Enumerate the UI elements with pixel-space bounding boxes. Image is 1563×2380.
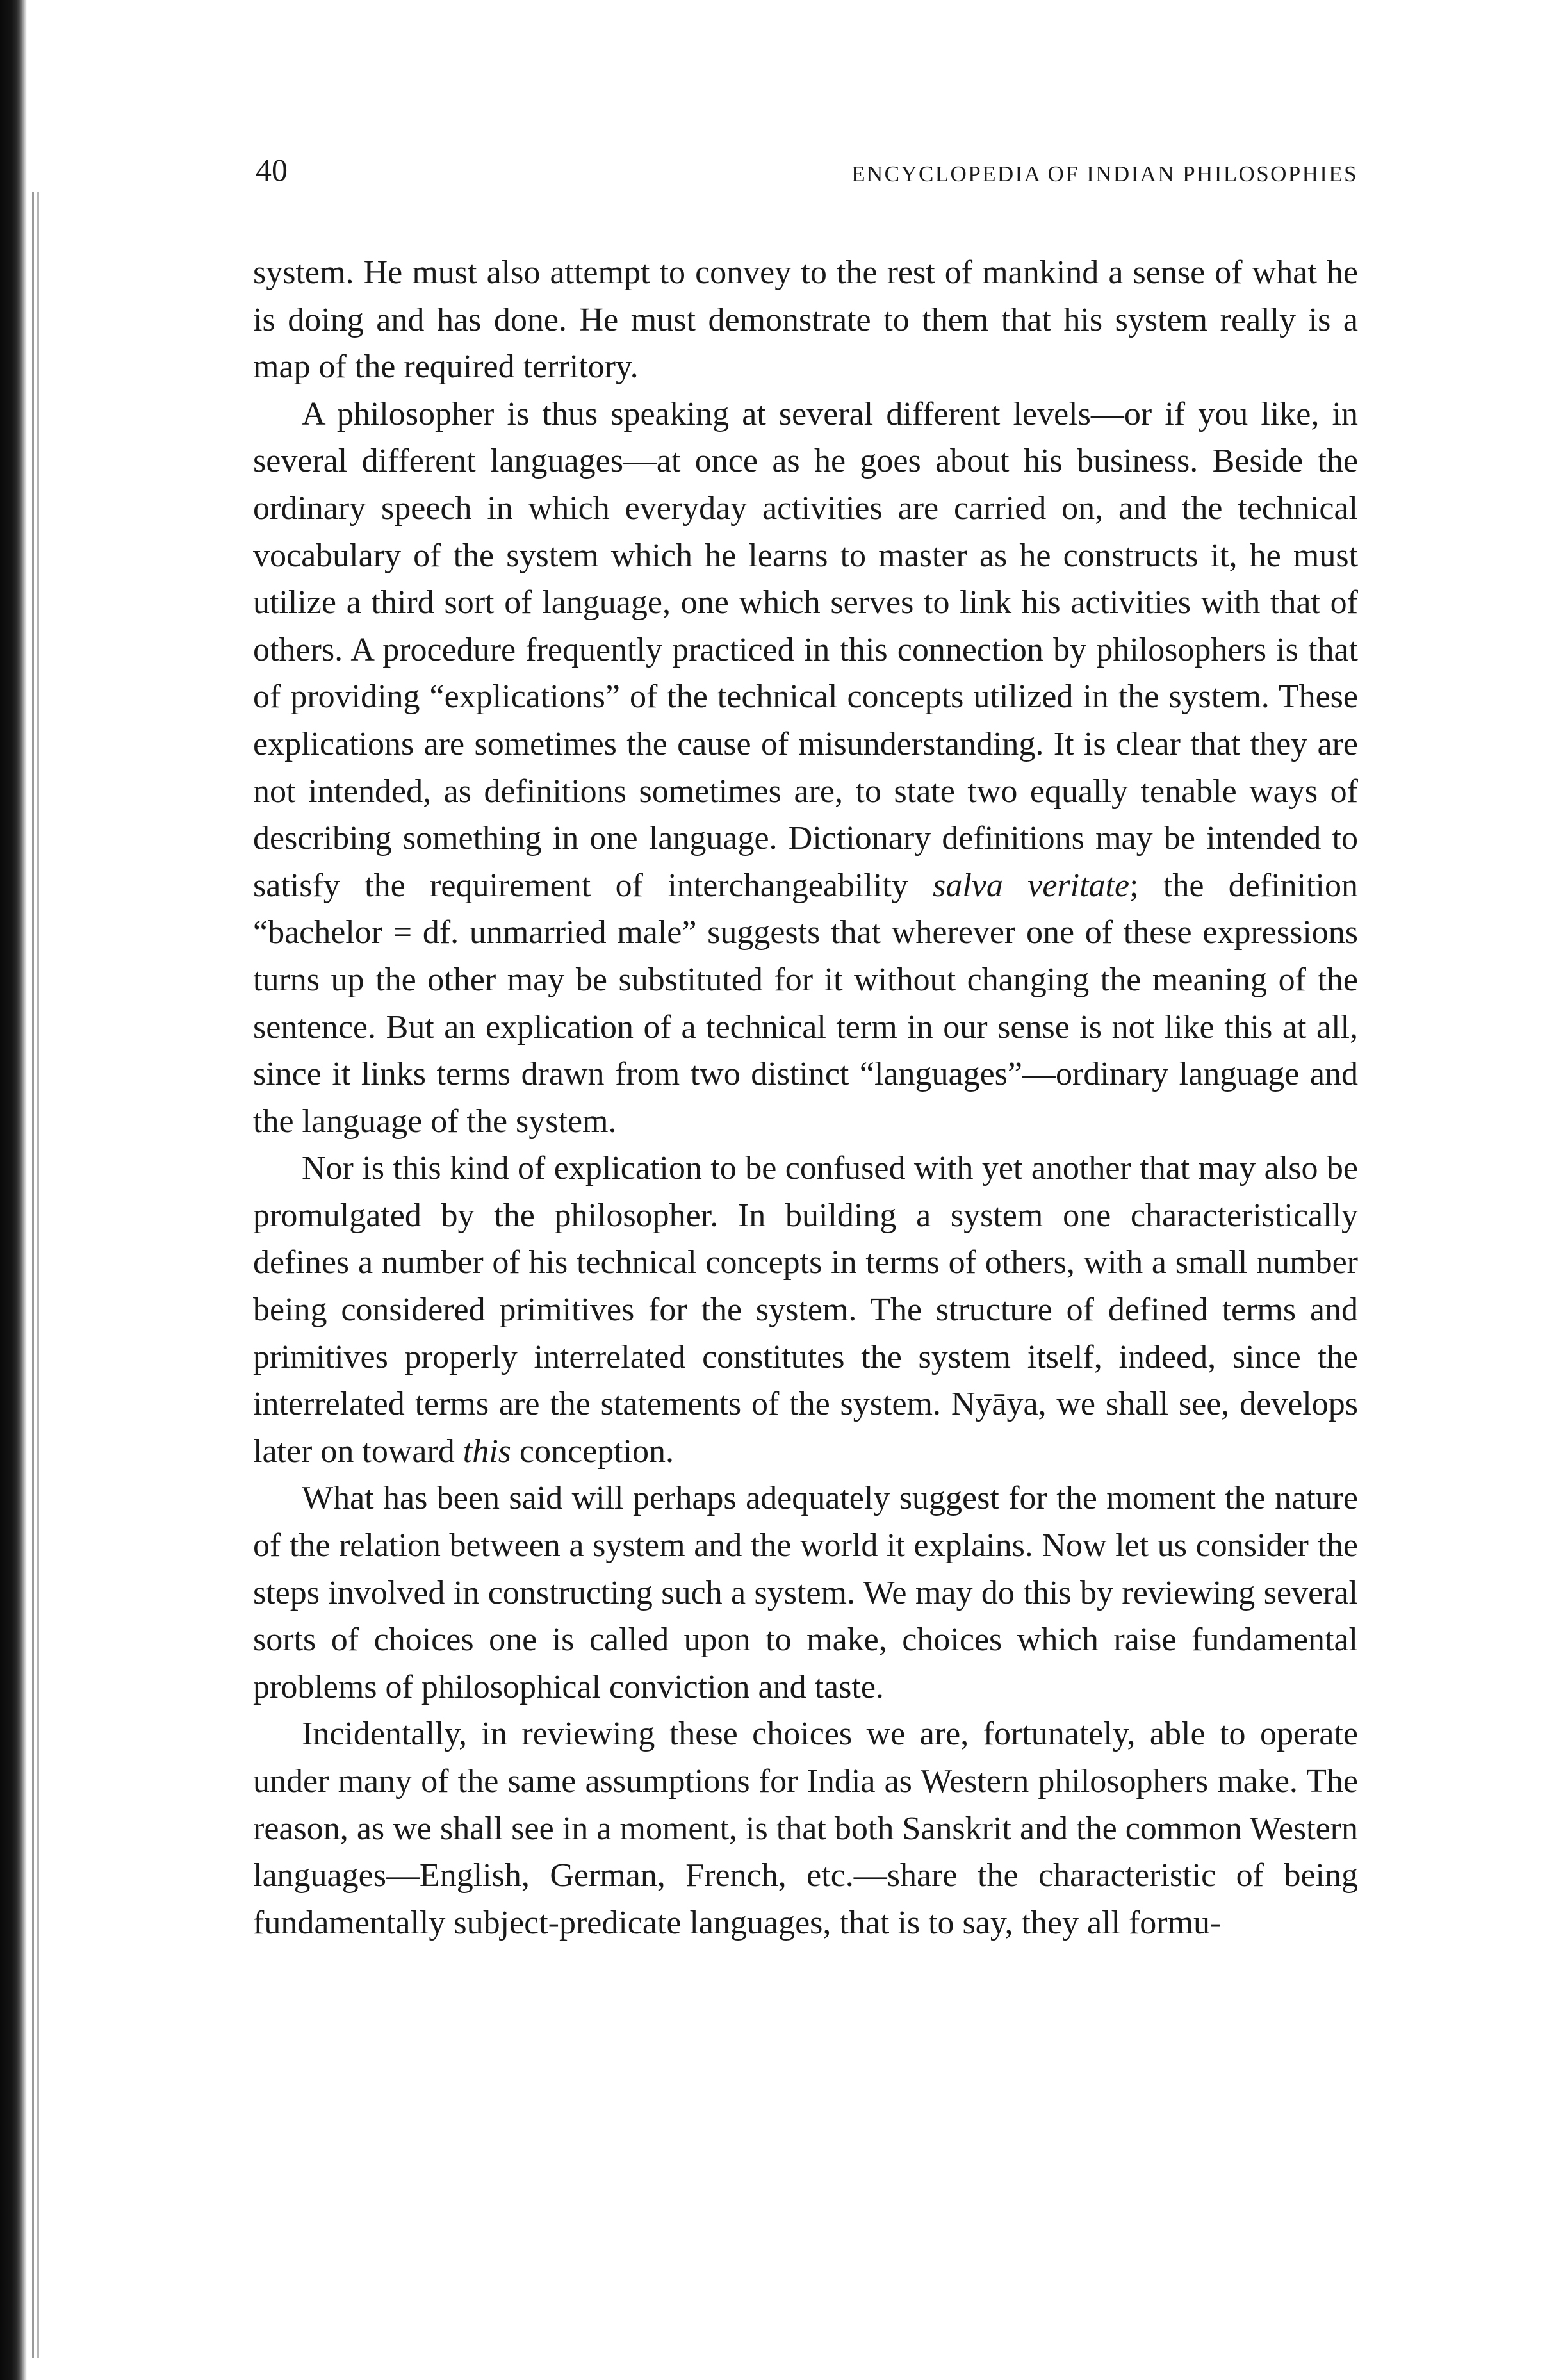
text-run: conception. bbox=[511, 1432, 675, 1470]
text-run: ; the definition “bachelor = df. unmarried male” suggests that wherever one of these expressions turns up the other may be substituted for it without changing the meaning of the sentence. But an explication of a technical term in our sense is not like this at all, since it links terms drawn from two distinct “languages”—ordinary language and the language of the system. bbox=[253, 867, 1358, 1140]
book-page bbox=[253, 151, 1358, 1946]
page-number: 40 bbox=[256, 152, 288, 188]
running-head bbox=[253, 151, 1358, 195]
italic-text-run: this bbox=[462, 1432, 511, 1470]
page-binding-shadow bbox=[0, 0, 27, 2380]
running-title: ENCYCLOPEDIA OF INDIAN PHILOSOPHIES bbox=[851, 161, 1358, 186]
text-run: system. He must also attempt to convey to the rest of mankind a sense of what he is doing and has done. He must demonstrate to them that his system really is a map of the required territory. bbox=[253, 254, 1358, 386]
paragraph-4 bbox=[253, 1475, 1358, 1711]
italic-text-run: salva veritate bbox=[933, 867, 1130, 904]
body-text bbox=[253, 249, 1358, 1946]
text-run: Incidentally, in reviewing these choices we are, fortunately, able to operate under many of the same assumptions for India as Western philosophers make. The reason, as we shall see in a moment, is that both Sanskrit and the common Western languages—English, German, French, etc.—share the characteristic of being fundamentally subject-predicate languages, that is to say, they all formu- bbox=[253, 1716, 1358, 1941]
paragraph-1 bbox=[253, 249, 1358, 391]
text-run: What has been said will perhaps adequately suggest for the moment the nature of the relation between a system and the world it explains. Now let us consider the steps involved in constructing such a system. We may do this by reviewing several sorts of choices one is called upon to make, choices which raise fundamental problems of philosophical conviction and taste. bbox=[253, 1480, 1358, 1705]
binding-line bbox=[32, 192, 34, 2358]
paragraph-3 bbox=[253, 1145, 1358, 1475]
paragraph-2 bbox=[253, 391, 1358, 1145]
text-run: Nor is this kind of explication to be confused with yet another that may also be promulgated by the philosopher. In building a system one characteristically defines a number of his technical concepts in terms of others, with a small number being considered primitives for the system. The structure of defined terms and primitives properly interrelated constitutes the system itself, indeed, since the interrelated terms are the statements of the system. Nyāya, we shall see, develops later on toward bbox=[253, 1150, 1358, 1470]
paragraph-5 bbox=[253, 1711, 1358, 1946]
binding-line bbox=[37, 192, 39, 2358]
text-run: A philosopher is thus speaking at several different levels—or if you like, in several different languages—at once as he goes about his business. Beside the ordinary speech in which everyday activities are carried on, and the technical vocabulary of the system which he learns to master as he constructs it, he must utilize a third sort of language, one which serves to link his activities with that of others. A procedure frequently practiced in this connection by philosophers is that of providing “explications” of the technical concepts utilized in the system. These explications are sometimes the cause of misunderstanding. It is clear that they are not intended, as definitions sometimes are, to state two equally tenable ways of describing something in one language. Dictionary definitions may be intended to satisfy the requirement of interchangeability bbox=[253, 395, 1358, 904]
